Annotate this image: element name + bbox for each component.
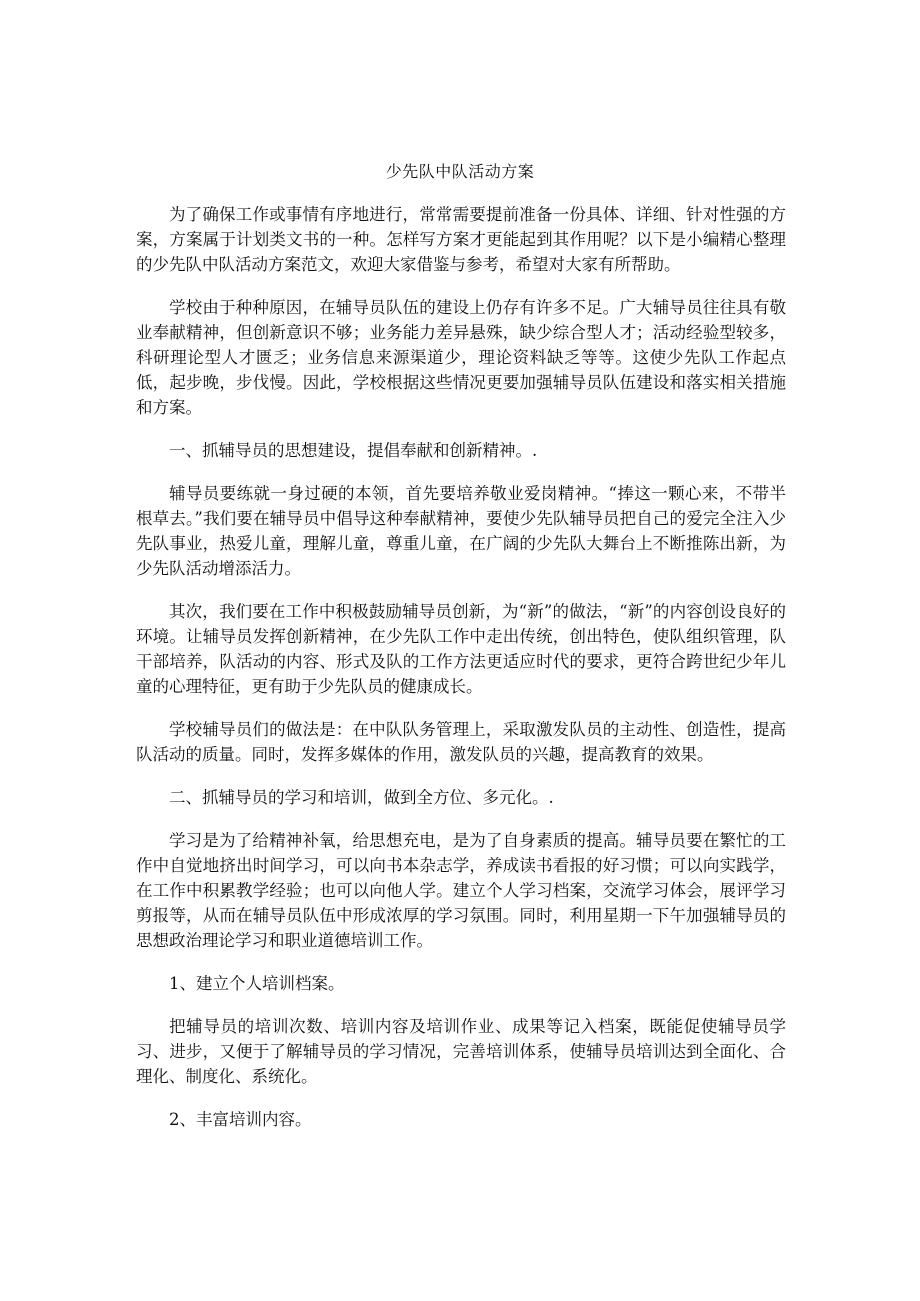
- paragraph-training-records: 把辅导员的培训次数、培训内容及培训作业、成果等记入档案，既能促使辅导员学习、进步，又便于了解辅导员的学习情况，完善培训体系，使辅导员培训达到全面化、合理化、制度化、系统化。: [136, 1017, 786, 1086]
- paragraph-background: 学校由于种种原因，在辅导员队伍的建设上仍存有许多不足。广大辅导员往往具有敬业奉献精神，但创新意识不够；业务能力差异悬殊，缺少综合型人才；活动经验型较多，科研理论型人才匮乏；业务信息来源渠道少，理论资料缺乏等等。这使少先队工作起点低，起步晚，步伐慢。因此，学校根据这些情况更要加强辅导员队伍建设和落实相关措施和方案。: [136, 298, 786, 417]
- paragraph-intro: 为了确保工作或事情有序地进行，常常需要提前准备一份具体、详细、针对性强的方案，方案属于计划类文书的一种。怎样写方案才更能起到其作用呢？以下是小编精心整理的少先队中队活动方案范文，欢迎大家借鉴与参考，希望对大家有所帮助。: [136, 205, 786, 274]
- paragraph-practice: 学校辅导员们的做法是：在中队队务管理上，采取激发队员的主动性、创造性，提高队活动的质量。同时，发挥多媒体的作用，激发队员的兴趣，提高教育的效果。: [136, 720, 786, 764]
- subheading-1: 1、建立个人培训档案。: [169, 974, 345, 993]
- subheading-2: 2、丰富培训内容。: [169, 1110, 312, 1129]
- section-heading-1: 一、抓辅导员的思想建设，提倡奉献和创新精神。.: [169, 441, 538, 460]
- paragraph-learning: 学习是为了给精神补氧，给思想充电，是为了自身素质的提高。辅导员要在繁忙的工作中自觉地挤出时间学习，可以向书本杂志学，养成读书看报的好习惯；可以向实践学，在工作中积累教学经验；也可以向他人学。建立个人学习档案，交流学习体会，展评学习剪报等，从而在辅导员队伍中形成浓厚的学习氛围。同时，利用星期一下午加强辅导员的思想政治理论学习和职业道德培训工作。: [136, 831, 786, 950]
- paragraph-dedication: 辅导员要练就一身过硬的本领，首先要培养敬业爱岗精神。“捧这一颗心来，不带半根草去。”我们要在辅导员中倡导这种奉献精神，要使少先队辅导员把自己的爱完全注入少先队事业，热爱儿童，理解儿童，尊重儿童，在广阔的少先队大舞台上不断推陈出新，为少先队活动增添活力。: [136, 484, 786, 578]
- paragraph-innovation: 其次，我们要在工作中积极鼓励辅导员创新，为“新”的做法，“新”的内容创设良好的环境。让辅导员发挥创新精神，在少先队工作中走出传统，创出特色，使队组织管理，队干部培养，队活动的内容、形式及队的工作方法更适应时代的要求，更符合跨世纪少年儿童的心理特征，更有助于少先队员的健康成长。: [136, 602, 786, 696]
- section-heading-2: 二、抓辅导员的学习和培训，做到全方位、多元化。.: [169, 788, 554, 807]
- document-title: 少先队中队活动方案: [385, 162, 535, 181]
- document-body: [136, 202, 786, 1150]
